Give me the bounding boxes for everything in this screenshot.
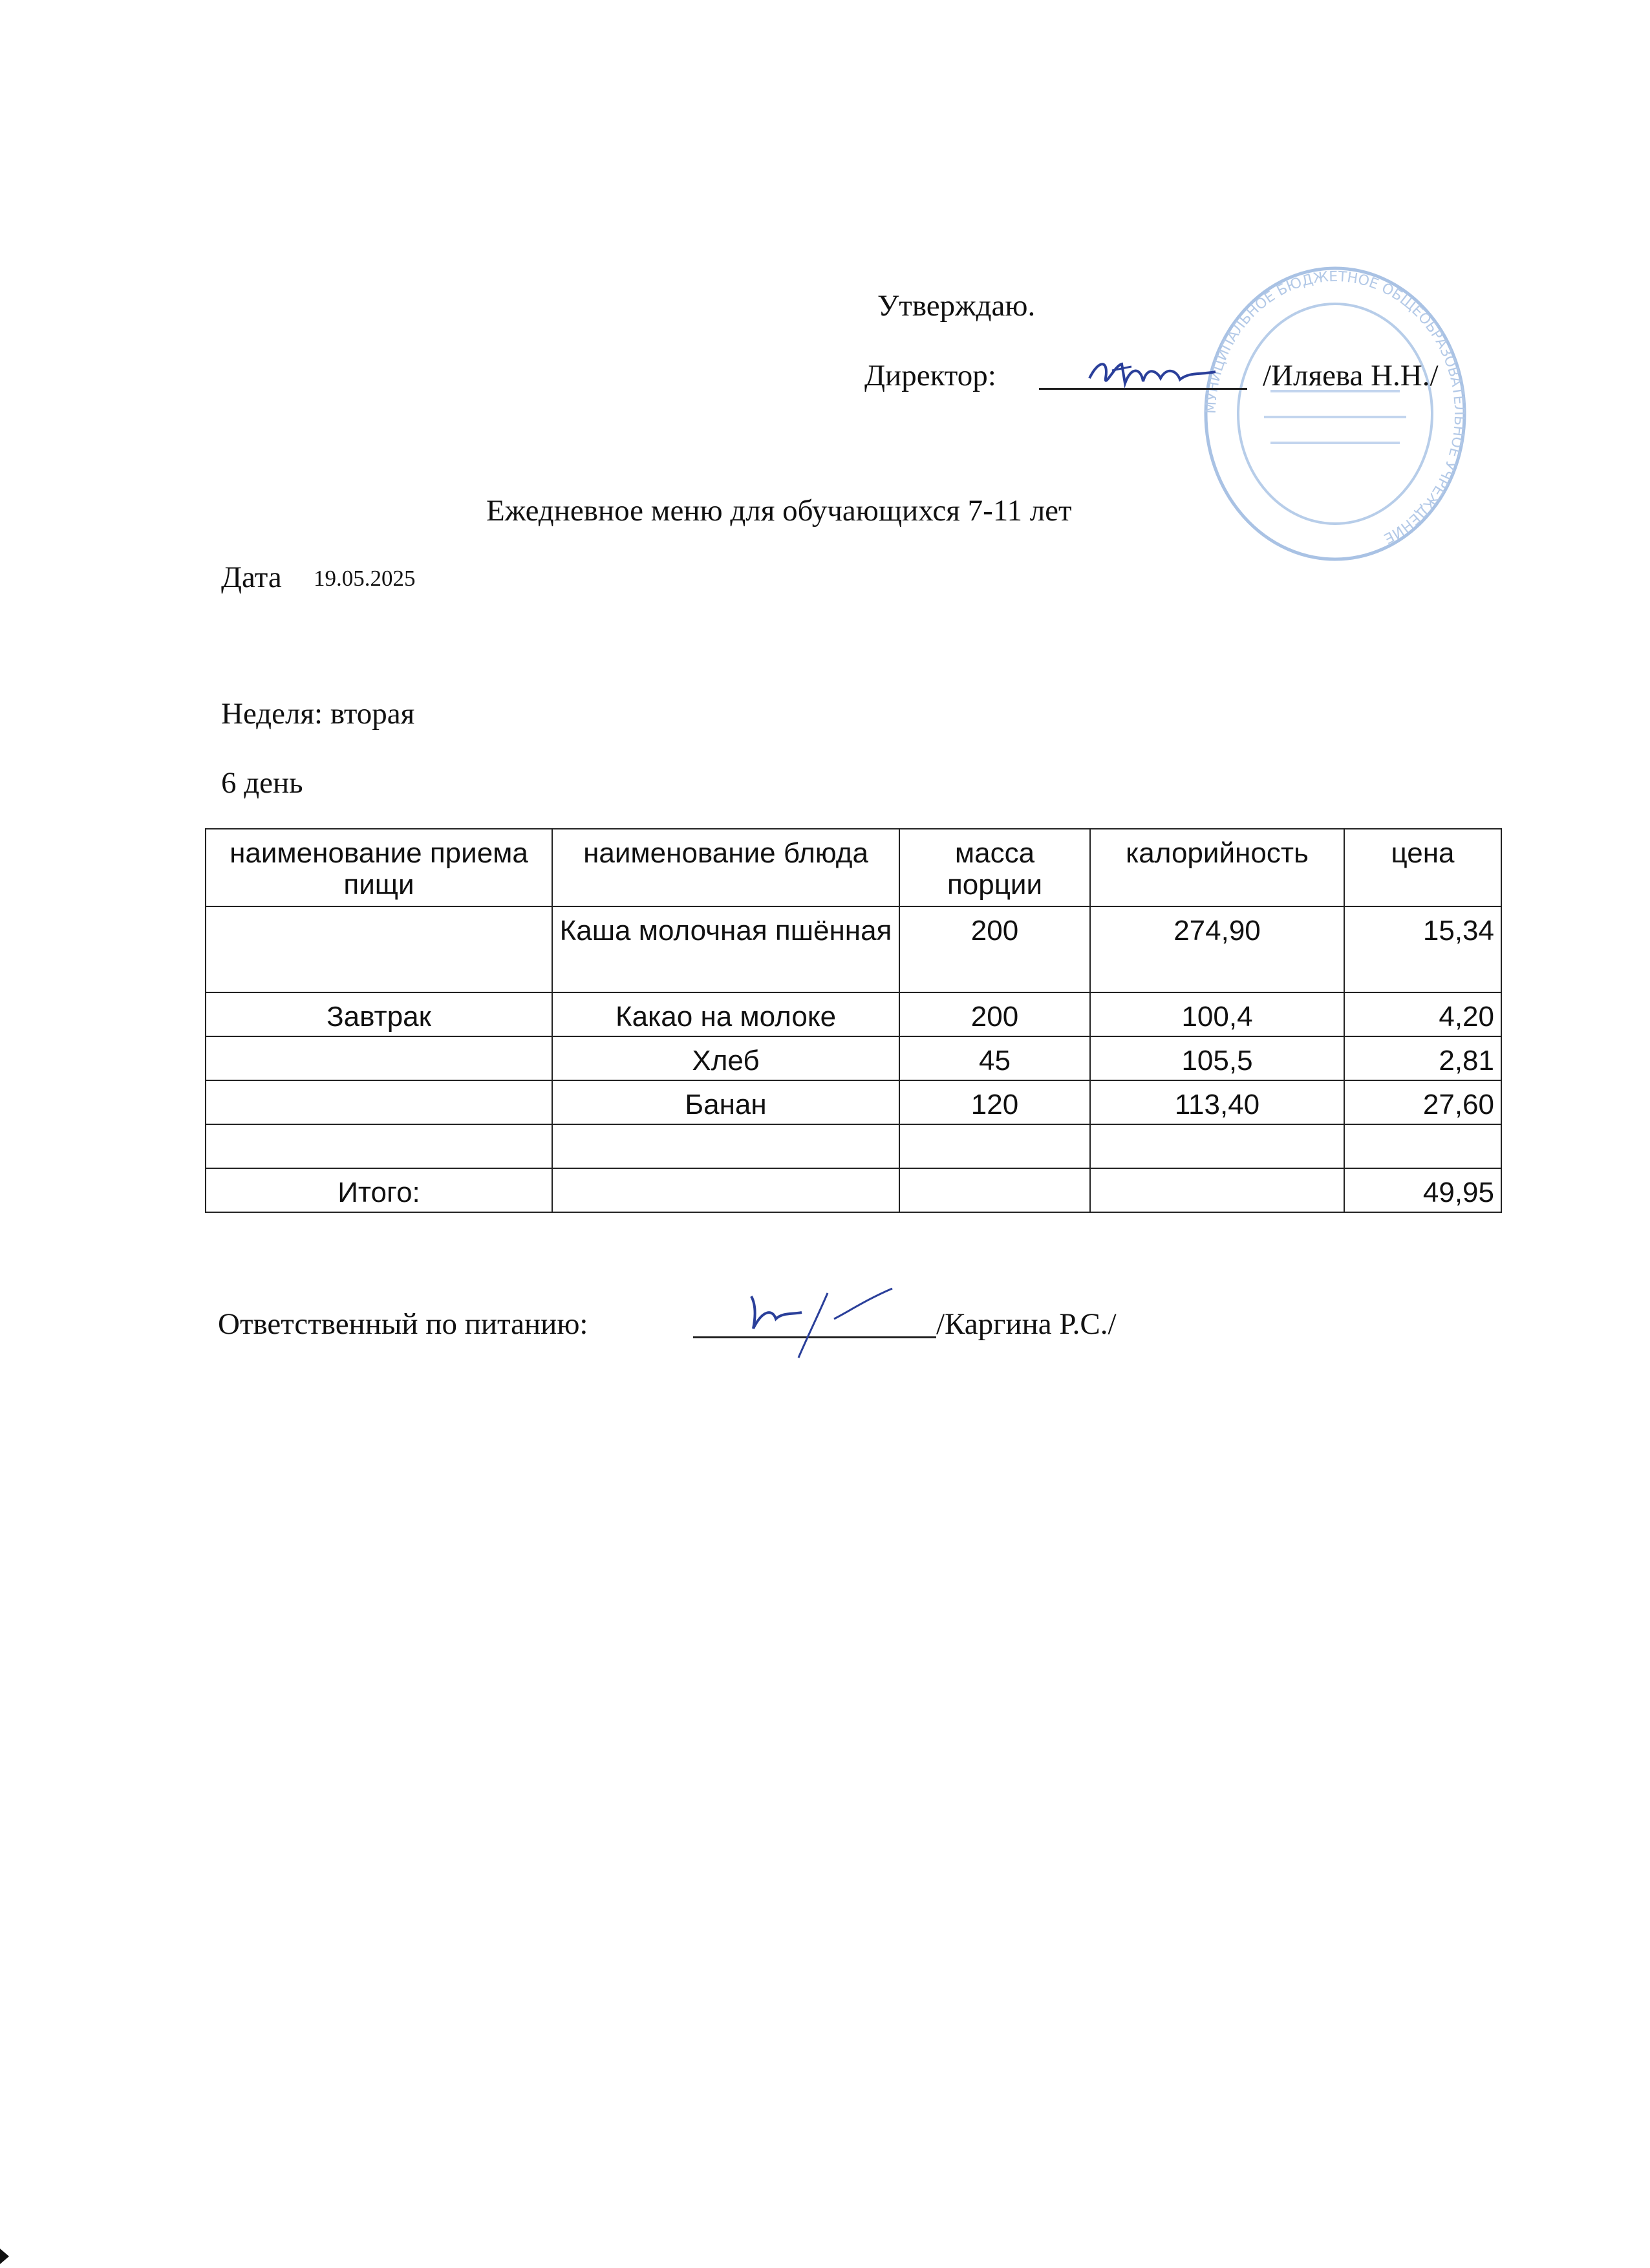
cell-dish: Хлеб	[552, 1036, 899, 1080]
table-row	[206, 1036, 1501, 1080]
svg-text:МУНИЦИПАЛЬНОЕ БЮДЖЕТНОЕ ОБЩЕОБ	[1203, 269, 1467, 546]
responsible-label: Ответственный по питанию:	[218, 1307, 588, 1341]
total-empty-cell	[552, 1168, 899, 1212]
total-label: Итого:	[206, 1168, 552, 1212]
header-calories: калорийность	[1090, 829, 1344, 906]
total-price: 49,95	[1344, 1168, 1501, 1212]
table-row	[206, 1080, 1501, 1124]
director-signature	[1086, 352, 1228, 398]
cell-calories: 105,5	[1090, 1036, 1344, 1080]
official-stamp	[1199, 262, 1471, 566]
cell-calories: 113,40	[1090, 1080, 1344, 1124]
table-header-row	[206, 829, 1501, 906]
document-title: Ежедневное меню для обучающихся 7-11 лет	[486, 494, 1072, 528]
responsible-signature	[737, 1283, 931, 1361]
header-dish: наименование блюда	[552, 829, 899, 906]
stamp-text: МУНИЦИПАЛЬНОЕ БЮДЖЕТНОЕ ОБЩЕОБРАЗОВАТЕЛЬНОЕ УЧРЕЖДЕНИЕ	[1203, 268, 1468, 546]
cell-dish: Какао на молоке	[552, 992, 899, 1036]
responsible-name: /Каргина Р.С./	[936, 1307, 1117, 1341]
header-mass: масса порции	[899, 829, 1090, 906]
cell-price: 27,60	[1344, 1080, 1501, 1124]
cell-price	[1344, 1124, 1501, 1168]
approval-title: Утверждаю.	[877, 289, 1036, 323]
cell-calories: 274,90	[1090, 906, 1344, 992]
scan-edge-mark	[0, 2249, 9, 2264]
total-empty-cell	[1090, 1168, 1344, 1212]
cell-dish	[552, 1124, 899, 1168]
cell-price: 15,34	[1344, 906, 1501, 992]
total-empty-cell	[899, 1168, 1090, 1212]
table-row	[206, 992, 1501, 1036]
cell-meal	[206, 1124, 552, 1168]
header-meal: наименование приема пищи	[206, 829, 552, 906]
cell-calories	[1090, 1124, 1344, 1168]
cell-dish: Каша молочная пшённая	[552, 906, 899, 992]
cell-mass: 45	[899, 1036, 1090, 1080]
cell-dish: Банан	[552, 1080, 899, 1124]
cell-meal	[206, 906, 552, 992]
cell-mass: 200	[899, 992, 1090, 1036]
day-label: 6 день	[221, 766, 303, 800]
cell-calories: 100,4	[1090, 992, 1344, 1036]
cell-mass: 120	[899, 1080, 1090, 1124]
cell-mass: 200	[899, 906, 1090, 992]
table-row	[206, 906, 1501, 992]
date-label: Дата	[221, 561, 282, 594]
cell-price: 2,81	[1344, 1036, 1501, 1080]
table-row	[206, 1124, 1501, 1168]
cell-price: 4,20	[1344, 992, 1501, 1036]
cell-meal: Завтрак	[206, 992, 552, 1036]
cell-meal	[206, 1080, 552, 1124]
menu-table	[205, 828, 1502, 1213]
director-name: /Иляева Н.Н./	[1263, 359, 1439, 392]
week-label: Неделя: вторая	[221, 697, 415, 731]
date-value: 19.05.2025	[314, 566, 416, 591]
cell-mass	[899, 1124, 1090, 1168]
director-label: Директор:	[864, 359, 996, 392]
table-total-row	[206, 1168, 1501, 1212]
header-price: цена	[1344, 829, 1501, 906]
cell-meal	[206, 1036, 552, 1080]
